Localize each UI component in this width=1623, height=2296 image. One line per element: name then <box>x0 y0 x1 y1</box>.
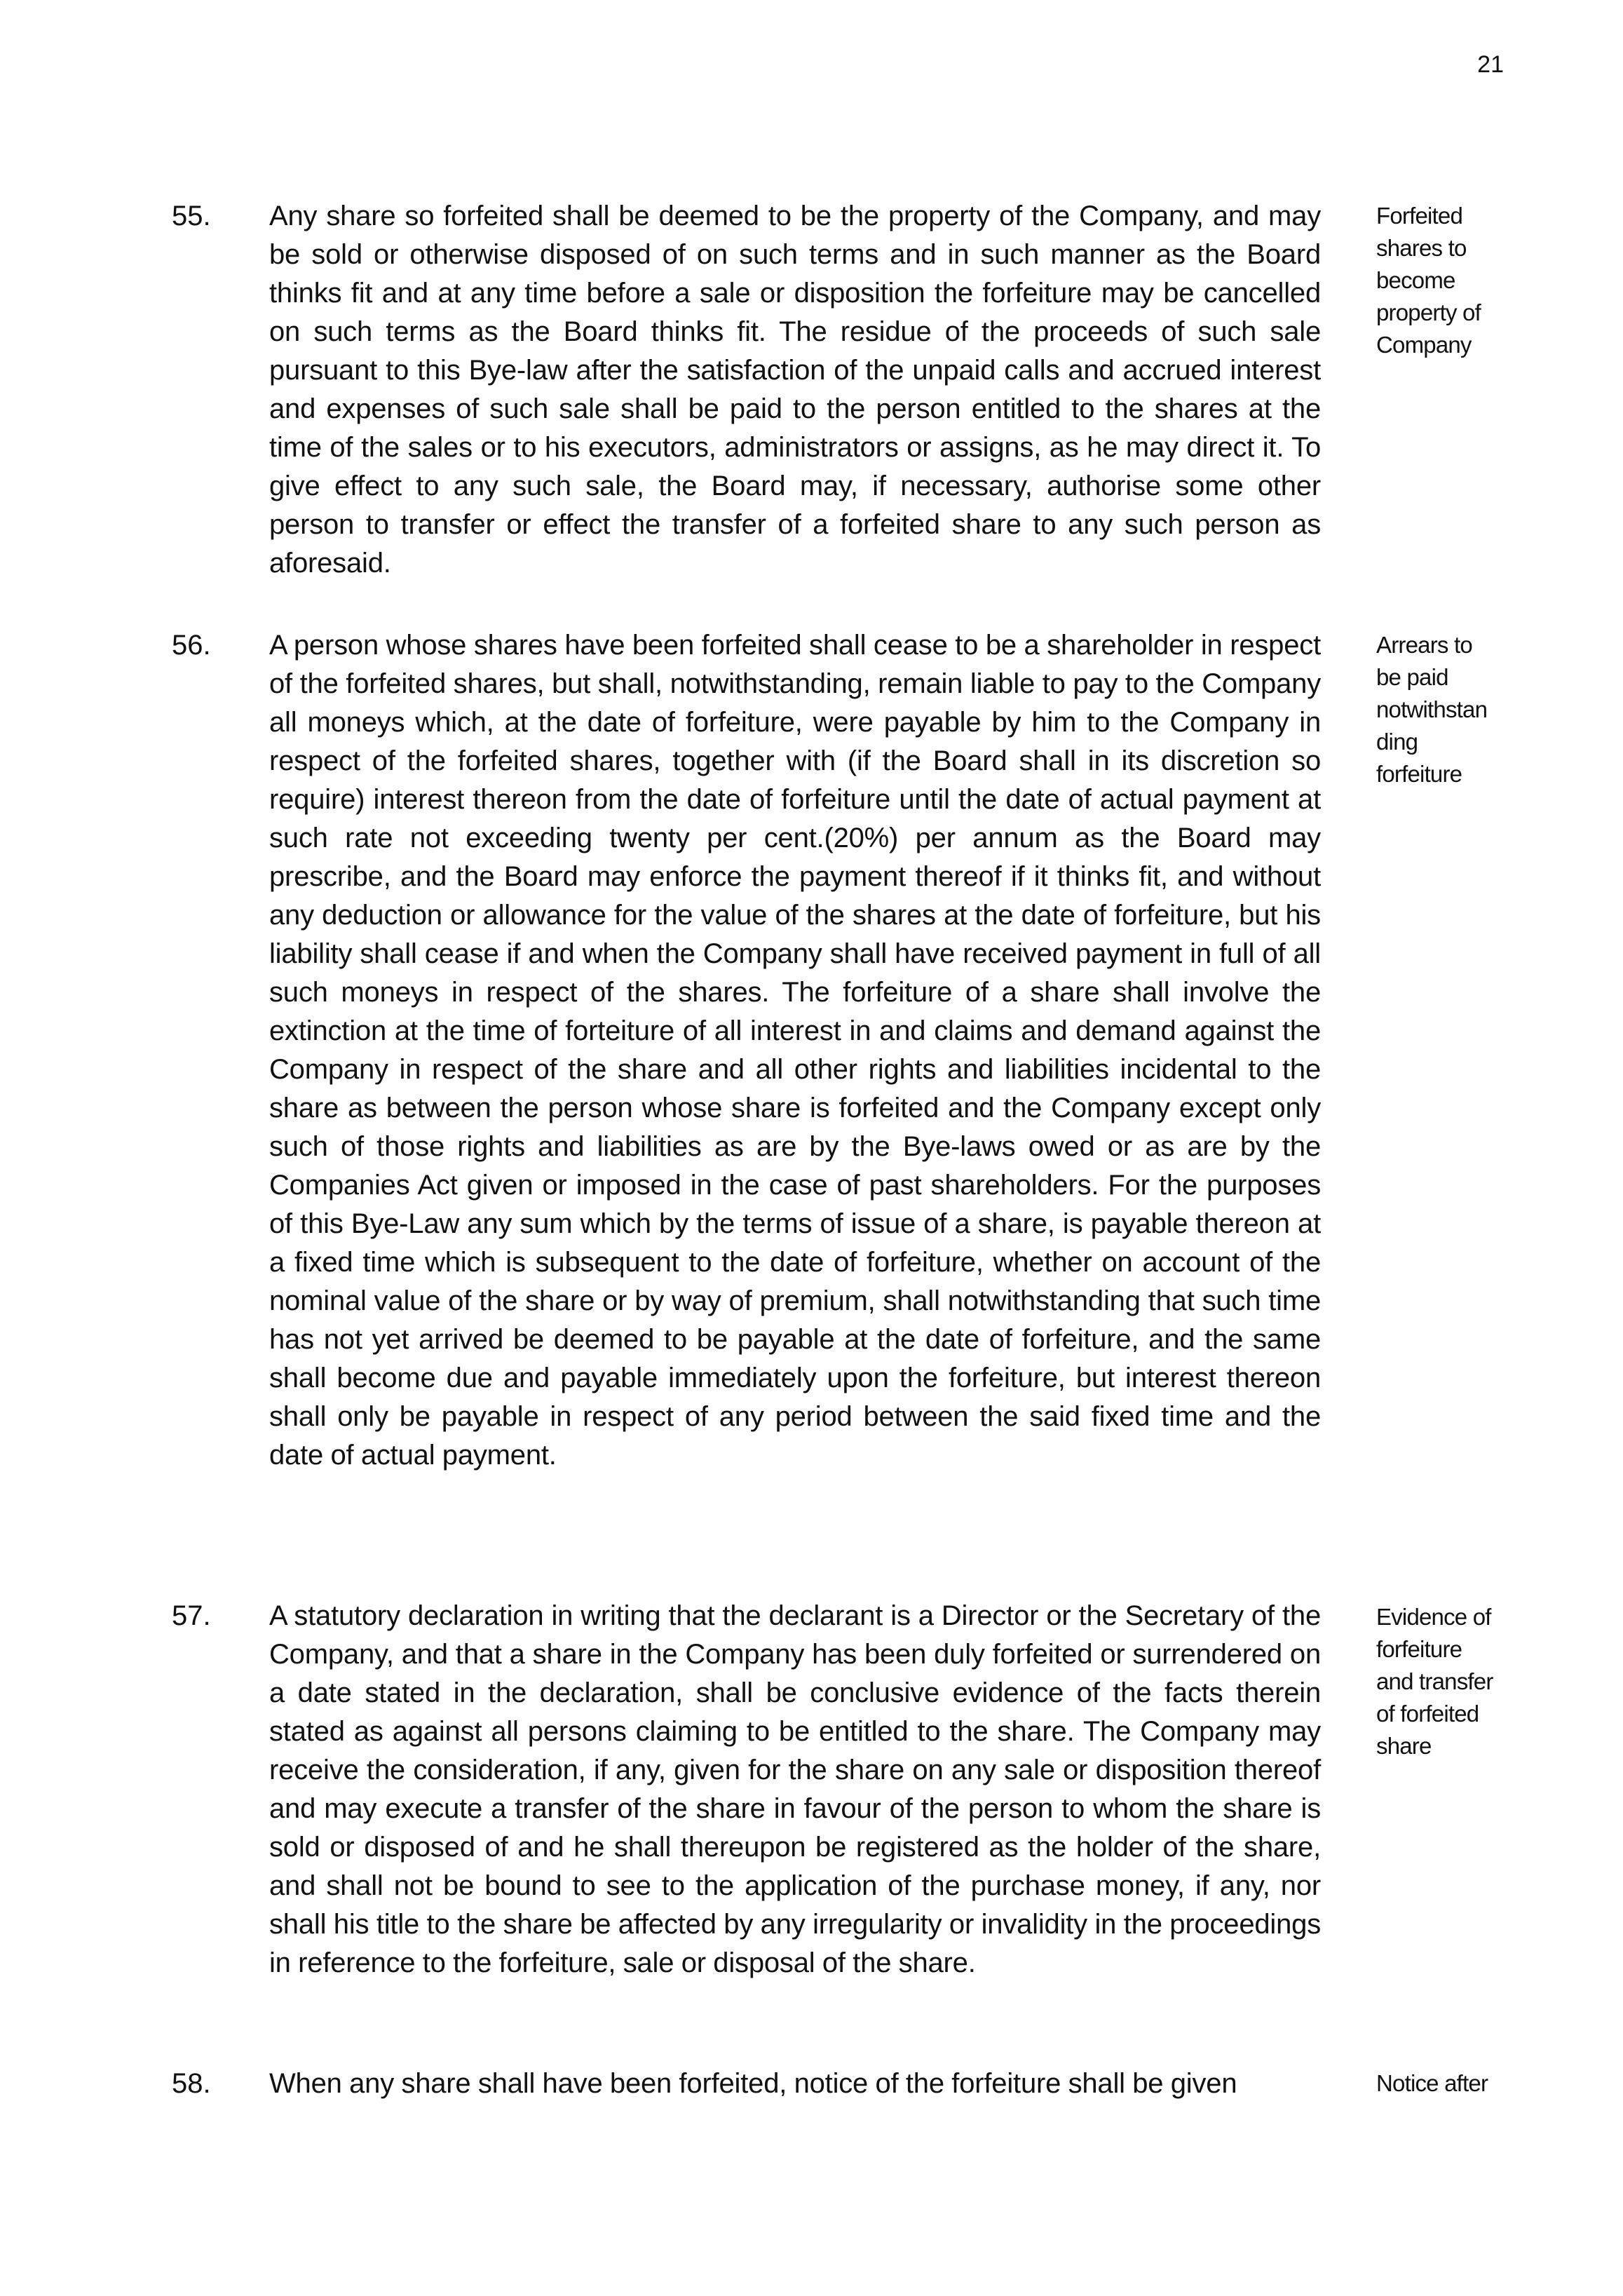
clause-text: A statutory declaration in writing that the declarant is a Director or the Secretary of the Company, and that a share in the Company has been duly forfeited or surrendered on a date stated in the declaration, shall be conclusive evidence of the facts therein stated as against all persons claiming to be entitled to the share. The Company may receive the consideration, if any, given for the share on any sale or disposition thereof and may execute a transfer of the share in favour of the person to whom the share is sold or disposed of and he shall thereupon be registered as the holder of the share, and shall not be bound to see to the application of the purchase money, if any, nor shall his title to the share be affected by any irregularity or invalidity in the proceedings in reference to the forfeiture, sale or disposal of the share. <box>269 1600 1321 1978</box>
margin-note <box>1376 2067 1516 2100</box>
clause-number: 55. <box>172 201 211 231</box>
margin-note-line: be paid <box>1376 664 1448 690</box>
margin-note <box>1376 629 1516 790</box>
margin-note-line: become <box>1376 267 1455 293</box>
margin-note-line: forfeiture <box>1376 761 1462 787</box>
margin-note <box>1376 1601 1516 1762</box>
page-number: 21 <box>1477 51 1504 78</box>
margin-note-line: notwithstan <box>1376 696 1488 722</box>
margin-note-line: property of <box>1376 299 1481 325</box>
margin-note-line: shares to <box>1376 235 1467 261</box>
clause-number: 57. <box>172 1600 211 1631</box>
margin-note <box>1376 200 1516 361</box>
clause-text: A person whose shares have been forfeited shall cease to be a shareholder in respect of the forfeited shares, but shall, notwithstanding, remain liable to pay to the Company all moneys which, at the date of forfeiture, were payable by him to the Company in respect of the forfeited shares, together with (if the Board shall in its discretion so require) interest thereon from the date of forfeiture until the date of actual payment at such rate not exceeding twenty per cent.(20%) per annum as the Board may prescribe, and the Board may enforce the payment thereof if it thinks fit, and without any deduction or allowance for the value of the shares at the date of forfeiture, but his liability shall cease if and when the Company shall have received payment in full of all such moneys in respect of the shares. The forfeiture of a share shall involve the extinction at the time of forteiture of all interest in and claims and demand against the Company in respect of the share and all other rights and liabilities incidental to the share as between the person whose share is forfeited and the Company except only such of those rights and liabilities as are by the Bye-laws owed or as are by the Companies Act given or imposed in the case of past shareholders. For the purposes of this Bye-Law any sum which by the terms of issue of a share, is payable thereon at a fixed time which is subsequent to the date of forfeiture, whether on account of the nominal value of the share or by way of premium, shall notwithstanding that such time has not yet arrived be deemed to be payable at the date of forfeiture, and the same shall become due and payable immediately upon the forfeiture, but interest thereon shall only be payable in respect of any period between the said fixed time and the date of actual payment. <box>269 630 1321 1471</box>
margin-note-line: Forfeited <box>1376 203 1463 229</box>
margin-note-line: share <box>1376 1733 1432 1759</box>
margin-note-line: and transfer <box>1376 1668 1493 1694</box>
clause-text: When any share shall have been forfeited, notice of the forfeiture shall be given <box>269 2068 1237 2099</box>
margin-note-line: Company <box>1376 332 1472 358</box>
margin-note-line: Arrears to <box>1376 632 1472 658</box>
margin-note-line: ding <box>1376 729 1418 755</box>
clause-text: Any share so forfeited shall be deemed to be the property of the Company, and may be sold or otherwise disposed of on such terms and in such manner as the Board thinks fit and at any time before a sale or disposition the forfeiture may be cancelled on such terms as the Board thinks fit. The residue of the proceeds of such sale pursuant to this Bye-law after the satisfaction of the unpaid calls and accrued interest and expenses of such sale shall be paid to the person entitled to the shares at the time of the sales or to his executors, administrators or assigns, as he may direct it. To give effect to any such sale, the Board may, if necessary, authorise some other person to transfer or effect the transfer of a forfeited share to any such person as aforesaid. <box>269 201 1321 579</box>
margin-note-line: of forfeited <box>1376 1701 1479 1727</box>
margin-note-line: forfeiture <box>1376 1636 1462 1662</box>
margin-note-line: Evidence of <box>1376 1604 1491 1630</box>
clause-number: 58. <box>172 2068 211 2099</box>
clause-number: 56. <box>172 630 211 661</box>
margin-note-line: Notice after <box>1376 2070 1488 2096</box>
